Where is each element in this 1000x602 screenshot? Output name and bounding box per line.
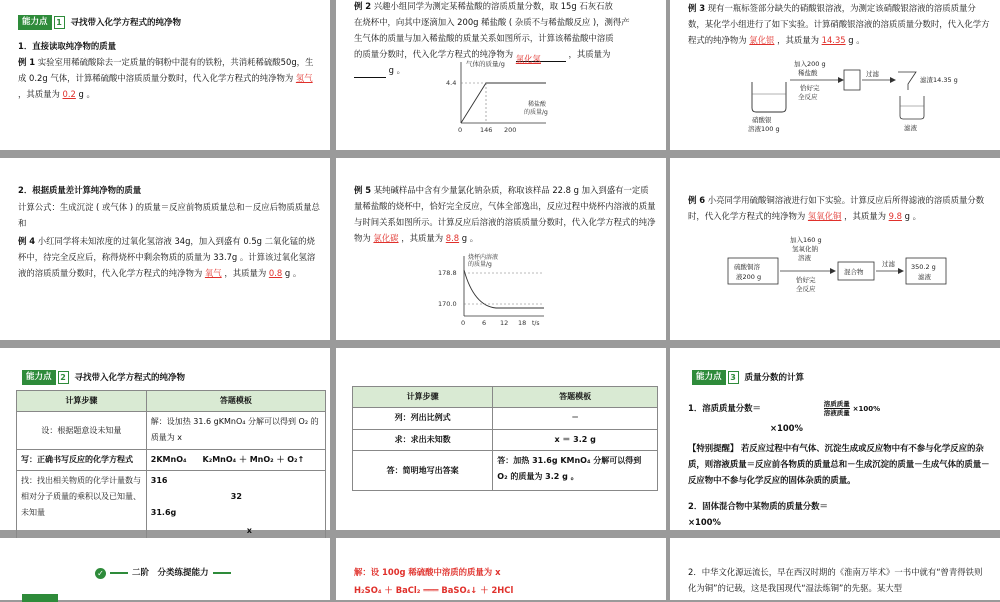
flow-diagram — [726, 234, 976, 304]
example-line-4: 的质量分数时，代入化学方程式的纯净物为 — [354, 49, 514, 59]
answer-substance: 氯化氢 — [516, 51, 566, 62]
slide-2 — [336, 0, 666, 150]
residue-label: 滤渣14.35 g — [920, 76, 958, 84]
step-label-1: 加入200 g — [794, 60, 826, 68]
box1-line1: 硫酸铜溶 — [734, 263, 760, 271]
chart-x-tick-146: 146 — [480, 126, 493, 134]
chart-x-tick-0: 0 — [458, 126, 463, 134]
question-text: 2．中华文化源远流长，早在西汉时期的《淮南万毕术》一书中就有“曾青得铁则化为铜”的记载，这是我国现代“湿法炼铜”的先驱。某大型 — [688, 567, 983, 593]
slide-10 — [0, 538, 330, 600]
example-text: 小亮同学用硫酸铜溶液进行如下实验。计算反应后所得滤液的溶质质量分数时，代入化学方程式的纯净物为 — [688, 195, 985, 221]
experiment-diagram — [740, 60, 970, 140]
step-label-4: 全反应 — [798, 93, 818, 101]
arrow-bot-1: 恰好完 — [796, 276, 816, 284]
box3-line1: 350.2 g — [911, 263, 936, 271]
unit: g 。 — [284, 268, 302, 278]
example-line-3: 生气体的质量与加入稀盐酸的质量关系如图所示，计算该稀盐酸中溶质 — [354, 33, 614, 43]
filtrate-label: 滤液 — [904, 124, 917, 132]
box1-line2: 液200 g — [736, 273, 762, 281]
step-list: 列：列出比例式 — [353, 408, 493, 430]
mass-prefix: ，其质量为 — [224, 268, 267, 278]
example-label: 例 6 — [688, 195, 706, 205]
example-label: 例 5 — [354, 185, 372, 195]
chart-x-tick-0: 0 — [461, 319, 466, 327]
slide-12 — [670, 538, 1000, 600]
unit: g 。 — [461, 233, 479, 243]
example-paragraph — [18, 54, 320, 102]
fraction-numerator: 溶质质量 — [823, 400, 850, 408]
step-answer: 答：简明地写出答案 — [353, 451, 493, 491]
answer-mass: 0.8 — [268, 268, 283, 278]
find-value-x: x — [246, 526, 252, 535]
arrow-top-2: 氢氧化钠 — [792, 245, 818, 253]
example-paragraph — [688, 192, 990, 224]
badge-title: 寻找带入化学方程式的纯净物 — [70, 17, 182, 28]
badge-tag: 能力点 — [22, 370, 56, 385]
fraction-denominator: 溶液质量 — [823, 409, 850, 417]
chart-x-label-2: 的质量/g — [524, 109, 548, 116]
badge-number: 3 — [728, 371, 739, 384]
find-value-316: 316 — [150, 476, 168, 485]
arrow-top-3: 溶液 — [798, 254, 811, 262]
solution-line-1: 解：设 100g 稀硫酸中溶质的质量为 x — [354, 567, 501, 577]
col-header-template: 答题模板 — [493, 387, 658, 408]
step-find: 找：找出相关物质的化学计量数与相对分子质量的乘积以及已知量、未知量 — [17, 471, 147, 541]
answer-substance: 氯化碳 — [373, 233, 399, 243]
ability-badge — [692, 370, 804, 385]
template-write: 2KMnO₄ K₂MnO₄ ＋ MnO₂ ＋ O₂↑ — [146, 450, 325, 471]
slide-7 — [0, 348, 330, 535]
calculation-table — [16, 390, 326, 541]
tip-paragraph — [688, 440, 990, 488]
tier-line-right — [213, 572, 231, 574]
unit: g 。 — [904, 211, 921, 221]
chart-y-tick: 4.4 — [446, 79, 457, 87]
mass-prefix: ，其质量为 — [844, 211, 886, 221]
example-text: 实验室用稀硫酸除去一定质量的铜粉中混有的铁粉，共消耗稀硫酸50g，生成 0.2g 气体，计算稀硫酸中溶质质量分数时，代入化学方程式的纯净物为 — [18, 57, 314, 83]
unit: g 。 — [388, 65, 406, 75]
filter-label: 过滤 — [882, 260, 895, 268]
step-label-2: 稀盐酸 — [798, 69, 818, 77]
example-paragraph — [354, 182, 656, 246]
mass-prefix: ，其质量为 — [777, 35, 819, 45]
slide-9 — [670, 348, 1000, 530]
beaker-label-1: 硝酸银 — [752, 116, 772, 124]
gas-mass-chart — [436, 58, 556, 138]
template-answer: 答：加热 31.6g KMnO₄ 分解可以得到 O₂ 的质量为 3.2 g 。 — [493, 451, 658, 491]
slide-3 — [670, 0, 1000, 150]
example-label: 例 3 — [688, 3, 706, 13]
find-value-32: 32 — [230, 492, 242, 501]
item-2-tail: ×100% — [688, 517, 721, 527]
filtrate-beaker-icon — [900, 96, 924, 119]
box3-line2: 滤液 — [918, 273, 931, 281]
step-write: 写：正确书写反应的化学方程式 — [17, 450, 147, 471]
step-set: 设：根据题意设未知量 — [17, 412, 147, 450]
slide-4 — [0, 158, 330, 340]
template-find — [146, 471, 325, 541]
example-text: 现有一瓶标签部分缺失的硝酸银溶液，为测定该硝酸银溶液的溶质质量分数，某化学小组进行了如下实验。计算硝酸银溶液的溶质质量分数时，代入化学方程式的纯净物为 — [688, 3, 990, 45]
item-2: 2．固体混合物中某物质的质量分数＝ — [688, 501, 828, 511]
ability-badge — [22, 370, 185, 385]
answer-substance: 氧气 — [204, 268, 222, 278]
chart-y-tick-178: 178.8 — [438, 269, 457, 277]
filter-label: 过滤 — [866, 70, 879, 78]
answer-substance: 氢气 — [295, 73, 313, 83]
col-header-steps: 计算步骤 — [17, 391, 147, 412]
example-text: 小红同学将未知浓度的过氧化氢溶液 34g，加入到盛有 0.5g 二氧化锰的烧杯中，待完全反应后，称得烧杯中剩余物质的质量为 33.7g 。计算该过氧化氢溶液的溶质质量分数时，代入化学方程式的纯净物为 — [18, 236, 316, 278]
badge-tag: 能力点 — [18, 15, 52, 30]
answer-mass: 8.8 — [445, 233, 460, 243]
mass-prefix: ，其质量为 — [18, 89, 60, 99]
chart-y-label-1: 烧杯内溶液 — [468, 254, 499, 261]
chart-x-tick-18: 18 — [518, 319, 527, 327]
item-1-text: 1．溶质质量分数＝ — [688, 403, 761, 413]
item-1-tail: ×100% — [770, 423, 803, 433]
answer-mass-blank — [354, 67, 386, 78]
formula-text: 计算公式：生成沉淀 ( 或气体 ) 的质量＝反应前物质质量总和－反应后物质质量总和 — [18, 202, 320, 228]
tier-text: 二阶 分类练提能力 — [132, 568, 209, 578]
answer-substance: 氢氧化铜 — [807, 211, 842, 221]
badge-title: 质量分数的计算 — [744, 372, 805, 383]
chart-y-label: 气体的质量/g — [466, 60, 505, 68]
example-label: 例 4 — [18, 236, 36, 246]
chart-x-tick-12: 12 — [500, 319, 509, 327]
answer-mass: 0.2 — [62, 89, 76, 99]
fraction-multiplier: ×100% — [852, 405, 881, 413]
slide-8 — [336, 348, 666, 530]
calculation-table-cont — [352, 386, 658, 491]
slide-6 — [670, 158, 1000, 340]
unit: g 。 — [78, 89, 95, 99]
example-label: 例 1 — [18, 57, 36, 67]
unit: g 。 — [848, 35, 865, 45]
chart-y-tick-170: 170.0 — [438, 300, 457, 308]
tip-label: 【特别提醒】 — [688, 443, 739, 453]
example-line-1: 兴趣小组同学为测定某稀盐酸的溶质质量分数，取 15g 石灰石放 — [373, 1, 613, 11]
chart-x-tick-6: 6 — [482, 319, 487, 327]
find-value-31-6g: 31.6g — [150, 508, 177, 517]
slide-1 — [0, 0, 330, 150]
answer-mass: 9.8 — [888, 211, 902, 221]
category-badge — [22, 594, 58, 602]
slide-5 — [336, 158, 666, 340]
slide-11 — [336, 538, 666, 600]
ability-badge — [18, 15, 181, 30]
arrow-top-1: 加入160 g — [790, 236, 822, 244]
answer-mass: 14.35 — [821, 35, 846, 45]
mass-prefix: ，其质量为 — [401, 233, 444, 243]
item-1 — [688, 400, 990, 417]
section-heading: 1．直接读取纯净物的质量 — [18, 41, 116, 51]
section-heading: 2．根据质量差计算纯净物的质量 — [18, 185, 142, 195]
template-solve: x ＝ 3.2 g — [493, 430, 658, 451]
tip-text: 若反应过程中有气体、沉淀生成或反应物中有不参与化学反应的杂质，则溶液质量＝反应前各物质的质量总和－生成沉淀的质量－生成气体的质量－反应物中不参与化学反应的固体杂质的质量。 — [688, 443, 990, 485]
example-label: 例 2 — [354, 1, 372, 11]
solution-line-2: H₂SO₄ ＋ BaCl₂ ═══ BaSO₄↓ ＋ 2HCl — [354, 585, 514, 595]
step-label-3: 恰好完 — [800, 84, 820, 92]
arrow-bot-2: 全反应 — [796, 285, 816, 293]
beaker-label-2: 溶液100 g — [748, 125, 780, 133]
chart-x-tick-200: 200 — [504, 126, 517, 134]
badge-number: 2 — [58, 371, 69, 384]
example-line-2: 在烧杯中，向其中逐滴加入 200g 稀盐酸 ( 杂质不与稀盐酸反应 )，测得产 — [354, 17, 630, 27]
chart-x-label-1: 稀盐酸 — [528, 101, 547, 108]
box2-text: 混合物 — [844, 268, 864, 276]
badge-title: 寻找带入化学方程式的纯净物 — [74, 372, 186, 383]
example-text: 某纯碱样品中含有少量氯化钠杂质，称取该样品 22.8 g 加入到盛有一定质量稀盐酸的烧杯中，恰好完全反应，气体全部逸出，反应过程中烧杯内溶液的质量与时间关系如图所示。计算反应后溶液的溶质质量分数时，代入化学方程式的纯净物为 — [354, 185, 656, 243]
tier-heading — [95, 566, 235, 580]
example-paragraph — [688, 0, 990, 48]
mass-prefix: ，其质量为 — [568, 49, 611, 59]
template-set: 解：设加热 31.6 gKMnO₄ 分解可以得到 O₂ 的质量为 x — [146, 412, 325, 450]
chart-x-unit: t/s — [532, 320, 540, 327]
answer-substance: 氯化银 — [749, 35, 775, 45]
funnel-icon — [898, 72, 916, 90]
template-list: ＝ — [493, 408, 658, 430]
step-solve: 求：求出未知数 — [353, 430, 493, 451]
solution-mass-chart — [436, 252, 556, 332]
fraction — [824, 400, 850, 417]
col-header-steps: 计算步骤 — [353, 387, 493, 408]
check-icon: ✓ — [95, 568, 106, 579]
solution-mass-curve — [464, 270, 544, 308]
tier-line-left — [110, 572, 128, 574]
beaker-icon — [752, 82, 786, 112]
badge-tag: 能力点 — [692, 370, 726, 385]
badge-number: 1 — [54, 16, 65, 29]
col-header-template: 答题模板 — [146, 391, 325, 412]
example-paragraph — [18, 233, 320, 281]
chart-y-label-2: 的质量/g — [468, 261, 492, 268]
